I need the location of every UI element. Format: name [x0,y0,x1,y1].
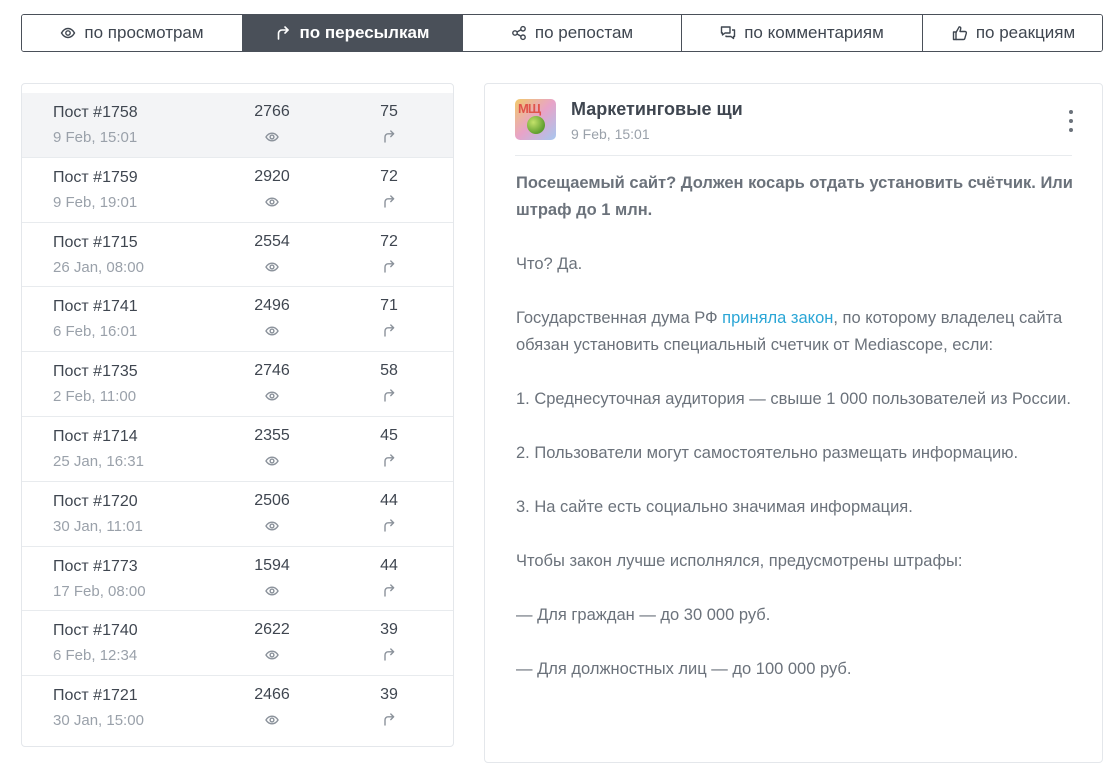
post-lead: Посещаемый сайт? Должен косарь отдать установить счётчик. Или штраф до 1 млн. [516,174,1073,219]
comments-icon [720,25,736,41]
divider [515,155,1072,156]
post-title: Пост #1740 [53,622,138,640]
sort-tabs [21,14,1103,52]
post-date: 26 Jan, 08:00 [53,258,144,276]
post-date: 6 Feb, 16:01 [53,323,138,341]
list-item[interactable] [22,611,453,676]
views-count: 2466 [254,686,290,704]
post-title: Пост #1715 [53,233,138,251]
post-date: 2 Feb, 11:00 [53,388,137,406]
forwards-count: 71 [380,297,398,315]
eye-icon [264,129,280,145]
dot-icon [1069,119,1073,123]
post-preview [484,83,1103,763]
post-paragraph: 3. На сайте есть социально значимая информация. [516,498,913,516]
post-title: Пост #1758 [53,104,138,121]
forward-icon [275,25,291,41]
post-title: Пост #1721 [53,687,138,705]
views-count: 2506 [254,491,290,509]
tab-by-reposts[interactable] [463,15,682,51]
list-item[interactable] [22,352,453,417]
post-paragraph: — Для граждан — до 30 000 руб. [516,606,771,624]
avatar-text: МЩ [518,101,541,116]
list-item[interactable] [22,223,453,288]
forward-icon [381,646,397,662]
tab-label: по комментариям [744,23,884,42]
list-item[interactable] [22,547,453,612]
forwards-count: 39 [380,686,398,704]
eye-icon [264,388,280,404]
forward-icon [381,582,397,598]
posts-list [21,83,454,747]
eye-icon [264,453,280,469]
eye-icon [264,518,280,534]
law-link[interactable]: приняла закон [722,309,834,327]
post-title: Пост #1735 [53,363,138,381]
eye-icon [264,259,280,275]
tab-label: по просмотрам [84,23,204,42]
dot-icon [1069,110,1073,114]
channel-name: Маркетинговые щи [571,99,743,119]
post-paragraph [516,305,1076,359]
more-options-button[interactable] [1068,110,1074,132]
post-date: 30 Jan, 11:01 [53,517,143,535]
forwards-count: 58 [380,362,398,380]
forward-icon [381,517,397,533]
post-title: Пост #1741 [53,298,138,316]
forwards-count: 45 [380,426,398,444]
post-date: 17 Feb, 08:00 [53,582,146,600]
list-item[interactable] [22,417,453,482]
list-item[interactable] [22,287,453,352]
list-item[interactable] [22,158,453,223]
forward-icon [381,387,397,403]
forwards-count: 75 [380,103,398,120]
forward-icon [381,128,397,144]
post-paragraph: — Для должностных лиц — до 100 000 руб. [516,660,852,678]
list-item[interactable] [22,93,453,158]
post-title: Пост #1759 [53,168,138,186]
thumbs-up-icon [952,25,968,41]
tab-by-views[interactable] [22,15,243,51]
tab-by-comments[interactable] [682,15,923,51]
eye-icon [264,194,280,210]
views-count: 2496 [254,297,290,315]
tab-label: по реакциям [975,23,1076,42]
post-title: Пост #1773 [53,557,138,575]
list-item[interactable] [22,482,453,547]
list-item[interactable] [22,676,453,741]
views-count: 2766 [254,103,290,120]
views-count: 1594 [254,556,290,574]
avatar-ball [527,116,545,134]
post-date: 6 Feb, 12:34 [53,647,138,665]
eye-icon [264,583,280,599]
tab-label: по репостам [534,23,634,42]
forward-icon [381,258,397,274]
views-count: 2746 [254,362,290,380]
forward-icon [381,452,397,468]
text-span: Государственная дума РФ [516,309,723,327]
forwards-count: 39 [380,621,398,639]
post-date: 9 Feb, 19:01 [53,193,138,211]
channel-avatar [515,99,556,140]
forwards-count: 72 [380,167,398,185]
forward-icon [381,711,397,727]
forward-icon [381,193,397,209]
views-count: 2920 [254,167,290,185]
views-count: 2622 [254,621,290,639]
share-icon [511,25,527,41]
dot-icon [1069,128,1073,132]
post-paragraph: 2. Пользователи могут самостоятельно размещать информацию. [516,444,1019,462]
forwards-count: 44 [380,556,398,574]
tab-by-reactions[interactable] [923,15,1103,51]
forwards-count: 72 [380,232,398,250]
post-title: Пост #1720 [53,492,138,510]
forwards-count: 44 [380,491,398,509]
views-count: 2554 [254,232,290,250]
eye-icon [60,25,76,41]
tab-by-forwards[interactable] [243,15,463,51]
views-count: 2355 [254,426,290,444]
post-paragraph: Чтобы закон лучше исполнялся, предусмотрены штрафы: [516,552,963,570]
post-paragraph: Что? Да. [516,255,583,273]
text-span: , по которому владелец сайта обязан установить специальный счетчик от Mediascope, если: [516,309,1063,354]
post-paragraph: 1. Среднесуточная аудитория — свыше 1 000 пользователей из России. [516,390,1071,408]
post-date: 9 Feb, 15:01 [571,126,650,142]
post-body [516,170,1076,710]
forward-icon [381,322,397,338]
post-date: 9 Feb, 15:01 [53,129,138,146]
tab-label: по пересылкам [299,23,430,42]
post-date: 25 Jan, 16:31 [53,452,144,470]
post-date: 30 Jan, 15:00 [53,712,144,730]
eye-icon [264,712,280,728]
post-title: Пост #1714 [53,427,138,445]
eye-icon [264,323,280,339]
eye-icon [264,647,280,663]
